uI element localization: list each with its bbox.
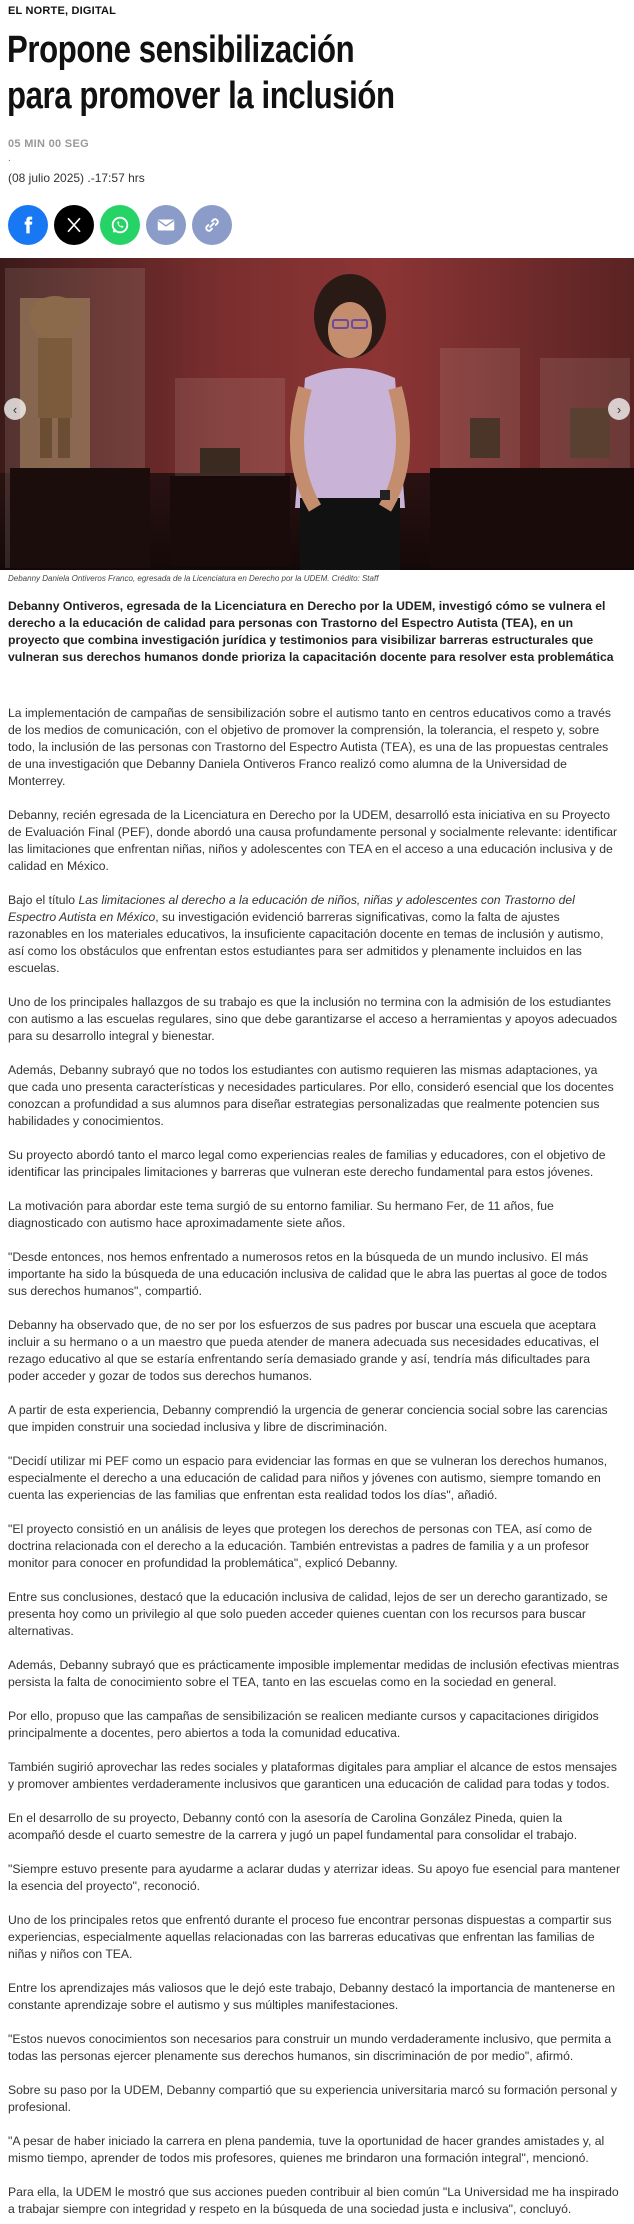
headline-line-2: para promover la inclusión bbox=[7, 75, 395, 117]
facebook-icon bbox=[18, 215, 38, 235]
article-photo bbox=[0, 258, 634, 570]
x-share-button[interactable] bbox=[54, 205, 94, 245]
paragraph-16: También sugirió aprovechar las redes sociales y plataformas digitales para ampliar el alcance de estos mensajes y promover ambientes verdaderamente inclusivos que garanticen una educación de calidad para todas y todos. bbox=[8, 1760, 618, 1791]
article-body bbox=[8, 705, 620, 2224]
paragraph-8: "Desde entonces, nos hemos enfrentado a numerosos retos en la búsqueda de un mundo inclusivo. El más importante ha sido la búsqueda de una educación inclusiva de calidad que le abra las puertas al goce de todos sus derechos humanos", compartió. bbox=[8, 1250, 607, 1298]
section-label: EL NORTE, DIGITAL bbox=[8, 5, 117, 17]
headline bbox=[7, 27, 499, 119]
photo-illustration bbox=[0, 258, 634, 570]
paragraph-5: Además, Debanny subrayó que no todos los estudiantes con autismo requieren las mismas adaptaciones, ya que cada uno presenta características y necesidades particulares. Por ello, consideró esencial que los docentes conozcan a profundidad a sus alumnos para diseñar estrategias personalizadas que realmente potencien sus habilidades y conocimientos. bbox=[8, 1063, 614, 1128]
paragraph-18: "Siempre estuvo presente para ayudarme a aclarar dudas y aterrizar ideas. Su apoyo fue esencial para mantener la esencia del proyecto", reconoció. bbox=[8, 1862, 621, 1893]
paragraph-17: En el desarrollo de su proyecto, Debanny contó con la asesoría de Carolina González Pineda, quien la acompañó desde el cuarto semestre de la carrera y jugó un papel fundamental para consolidar el trabajo. bbox=[8, 1811, 578, 1842]
whatsapp-icon bbox=[109, 214, 131, 236]
paragraph-15: Por ello, propuso que las campañas de sensibilización se realicen mediante cursos y capacitaciones dirigidos principalmente a docentes, pero abiertos a toda la comunidad educativa. bbox=[8, 1709, 599, 1740]
email-icon bbox=[155, 214, 177, 236]
paragraph-14: Además, Debanny subrayó que es prácticamente imposible implementar medidas de inclusión efectivas mientras persista la falta de conocimiento sobre el TEA, tanto en las escuelas como en la sociedad en general. bbox=[8, 1658, 620, 1689]
paragraph-3-suffix: , su investigación evidenció barreras significativas, como la falta de ajustes razonables en los materiales educativos, la insuficiente capacitación docente en temas de inclusión y autismo, así como los obstáculos que enfrentan estos estudiantes para ser admitidos y plenamente incluidos en las escuelas. bbox=[8, 910, 604, 975]
paragraph-2: Debanny, recién egresada de la Licenciatura en Derecho por la UDEM, desarrolló esta iniciativa en su Proyecto de Evaluación Final (PEF), donde abordó una causa profundamente personal y socialmente relevante: identificar las limitaciones que enfrentan niñas, niños y adolescentes con TEA en el acceso a una educación inclusiva y de calidad en México. bbox=[8, 808, 618, 873]
copy-link-button[interactable] bbox=[192, 205, 232, 245]
paragraph-4: Uno de los principales hallazgos de su trabajo es que la inclusión no termina con la admisión de los estudiantes con autismo a las escuelas regulares, sino que debe garantizarse el acceso a herramientas y apoyos adecuados para su desarrollo integral y bienestar. bbox=[8, 995, 618, 1043]
paragraph-9: Debanny ha observado que, de no ser por los esfuerzos de sus padres por buscar una escuela que aceptara incluir a su hermano o a un maestro que pueda atender de manera adecuada sus necesidades educativas, el rezago educativo al que se estaría enfrentando sería demasiado grande y así, tendría más dificultades para poder acceder y gozar de todos sus derechos humanos. bbox=[8, 1318, 599, 1383]
paragraph-11: "Decidí utilizar mi PEF como un espacio para evidenciar las formas en que se vulneran los derechos humanos, especialmente el derecho a una educación de calidad para niños y jóvenes con autismo, siempre tomando en cuenta las experiencias de las familias que enfrentan esta realidad todos los días", añadió. bbox=[8, 1454, 608, 1502]
paragraph-12: "El proyecto consistió en un análisis de leyes que protegen los derechos de personas con TEA, así como de doctrina relacionada con el derecho a la educación. También entrevistas a padres de familia y a un profesor monitor para conocer en profundidad la problemática", explicó Debanny. bbox=[8, 1522, 593, 1570]
gallery-next-button[interactable] bbox=[608, 398, 630, 420]
paragraph-24: Para ella, la UDEM le mostró que sus acciones pueden contribuir al bien común "La Universidad me ha inspirado a trabajar siempre con integridad y respeto en la búsqueda de una sociedad justa e inclusiva", concluyó. bbox=[8, 2185, 619, 2216]
article-lead: Debanny Ontiveros, egresada de la Licenciatura en Derecho por la UDEM, investigó cómo se vulnera el derecho a la educación de calidad para personas con Trastorno del Espectro Autista (TEA), en un proyecto que combina investigación jurídica y testimonios para visibilizar barreras estructurales que vulneran sus derechos humanos donde prioriza la capacitación docente para resolver esta problemática bbox=[8, 599, 614, 664]
paragraph-1: La implementación de campañas de sensibilización sobre el autismo tanto en centros educativos como a través de los medios de comunicación, con el objetivo de promover la comprensión, la tolerancia, el respeto y, sobre todo, la inclusión de las personas con Trastorno del Espectro Autista (TEA), es una de las propuestas centrales de una investigación que Debanny Daniela Ontiveros Franco realizó como alumna de la Universidad de Monterrey. bbox=[8, 706, 611, 788]
paragraph-19: Uno de los principales retos que enfrentó durante el proceso fue encontrar personas dispuestas a compartir sus experiencias, especialmente aquellas relacionadas con las barreras educativas que enfrentan las familias de niñas y niños con TEA. bbox=[8, 1913, 612, 1961]
paragraph-13: Entre sus conclusiones, destacó que la educación inclusiva de calidad, lejos de ser un derecho garantizado, se presenta hoy como un privilegio al que solo pueden acceder quienes cuentan con los recursos para buscar alternativas. bbox=[8, 1590, 608, 1638]
paragraph-10: A partir de esta experiencia, Debanny comprendió la urgencia de generar conciencia social sobre las carencias que impiden construir una sociedad inclusiva y libre de discriminación. bbox=[8, 1403, 608, 1434]
paragraph-3 bbox=[8, 892, 620, 977]
headline-line-1: Propone sensibilización bbox=[7, 29, 355, 71]
paragraph-20: Entre los aprendizajes más valiosos que le dejó este trabajo, Debanny destacó la importancia de mantenerse en constante aprendizaje sobre el autismo y sus múltiples manifestaciones. bbox=[8, 1981, 616, 2012]
email-share-button[interactable] bbox=[146, 205, 186, 245]
read-time: 05 MIN 00 SEG bbox=[8, 138, 89, 150]
photo-caption: Debanny Daniela Ontiveros Franco, egresada de la Licenciatura en Derecho por la UDEM. Crédito: Staff bbox=[8, 574, 379, 583]
link-icon bbox=[201, 214, 223, 236]
separator-dot: . bbox=[8, 153, 11, 164]
facebook-share-button[interactable] bbox=[8, 205, 48, 245]
paragraph-7: La motivación para abordar este tema surgió de su entorno familiar. Su hermano Fer, de 11 años, fue diagnosticado con autismo hace aproximadamente siete años. bbox=[8, 1199, 554, 1230]
paragraph-22: Sobre su paso por la UDEM, Debanny compartió que su experiencia universitaria marcó su formación personal y profesional. bbox=[8, 2083, 617, 2114]
thesis-title: Las limitaciones al derecho a la educación de niños, niñas y adolescentes con Trastorno del Espectro Autista en México bbox=[8, 893, 575, 924]
publish-date: (08 julio 2025) .-17:57 hrs bbox=[8, 171, 145, 185]
paragraph-23: "A pesar de haber iniciado la carrera en plena pandemia, tuve la oportunidad de hacer grandes amistades y, al mismo tiempo, aprender de todos mis profesores, quienes me brindaron una formación integral", mencionó. bbox=[8, 2134, 605, 2165]
paragraph-21: "Estos nuevos conocimientos son necesarios para construir un mundo verdaderamente inclusivo, que permita a todas las personas ejercer plenamente sus derechos humanos, sin discriminación de por medio", afirmó. bbox=[8, 2032, 612, 2063]
paragraph-3-prefix: Bajo el título bbox=[8, 893, 79, 907]
whatsapp-share-button[interactable] bbox=[100, 205, 140, 245]
paragraph-6: Su proyecto abordó tanto el marco legal como experiencias reales de familias y educadores, con el objetivo de identificar las principales limitaciones y barreras que vulneran este derecho fundamental para estos jóvenes. bbox=[8, 1148, 606, 1179]
chevron-right-icon: › bbox=[616, 401, 622, 417]
chevron-left-icon: ‹ bbox=[12, 401, 18, 417]
gallery-prev-button[interactable] bbox=[4, 398, 26, 420]
x-icon bbox=[65, 216, 83, 234]
share-bar bbox=[8, 205, 232, 245]
